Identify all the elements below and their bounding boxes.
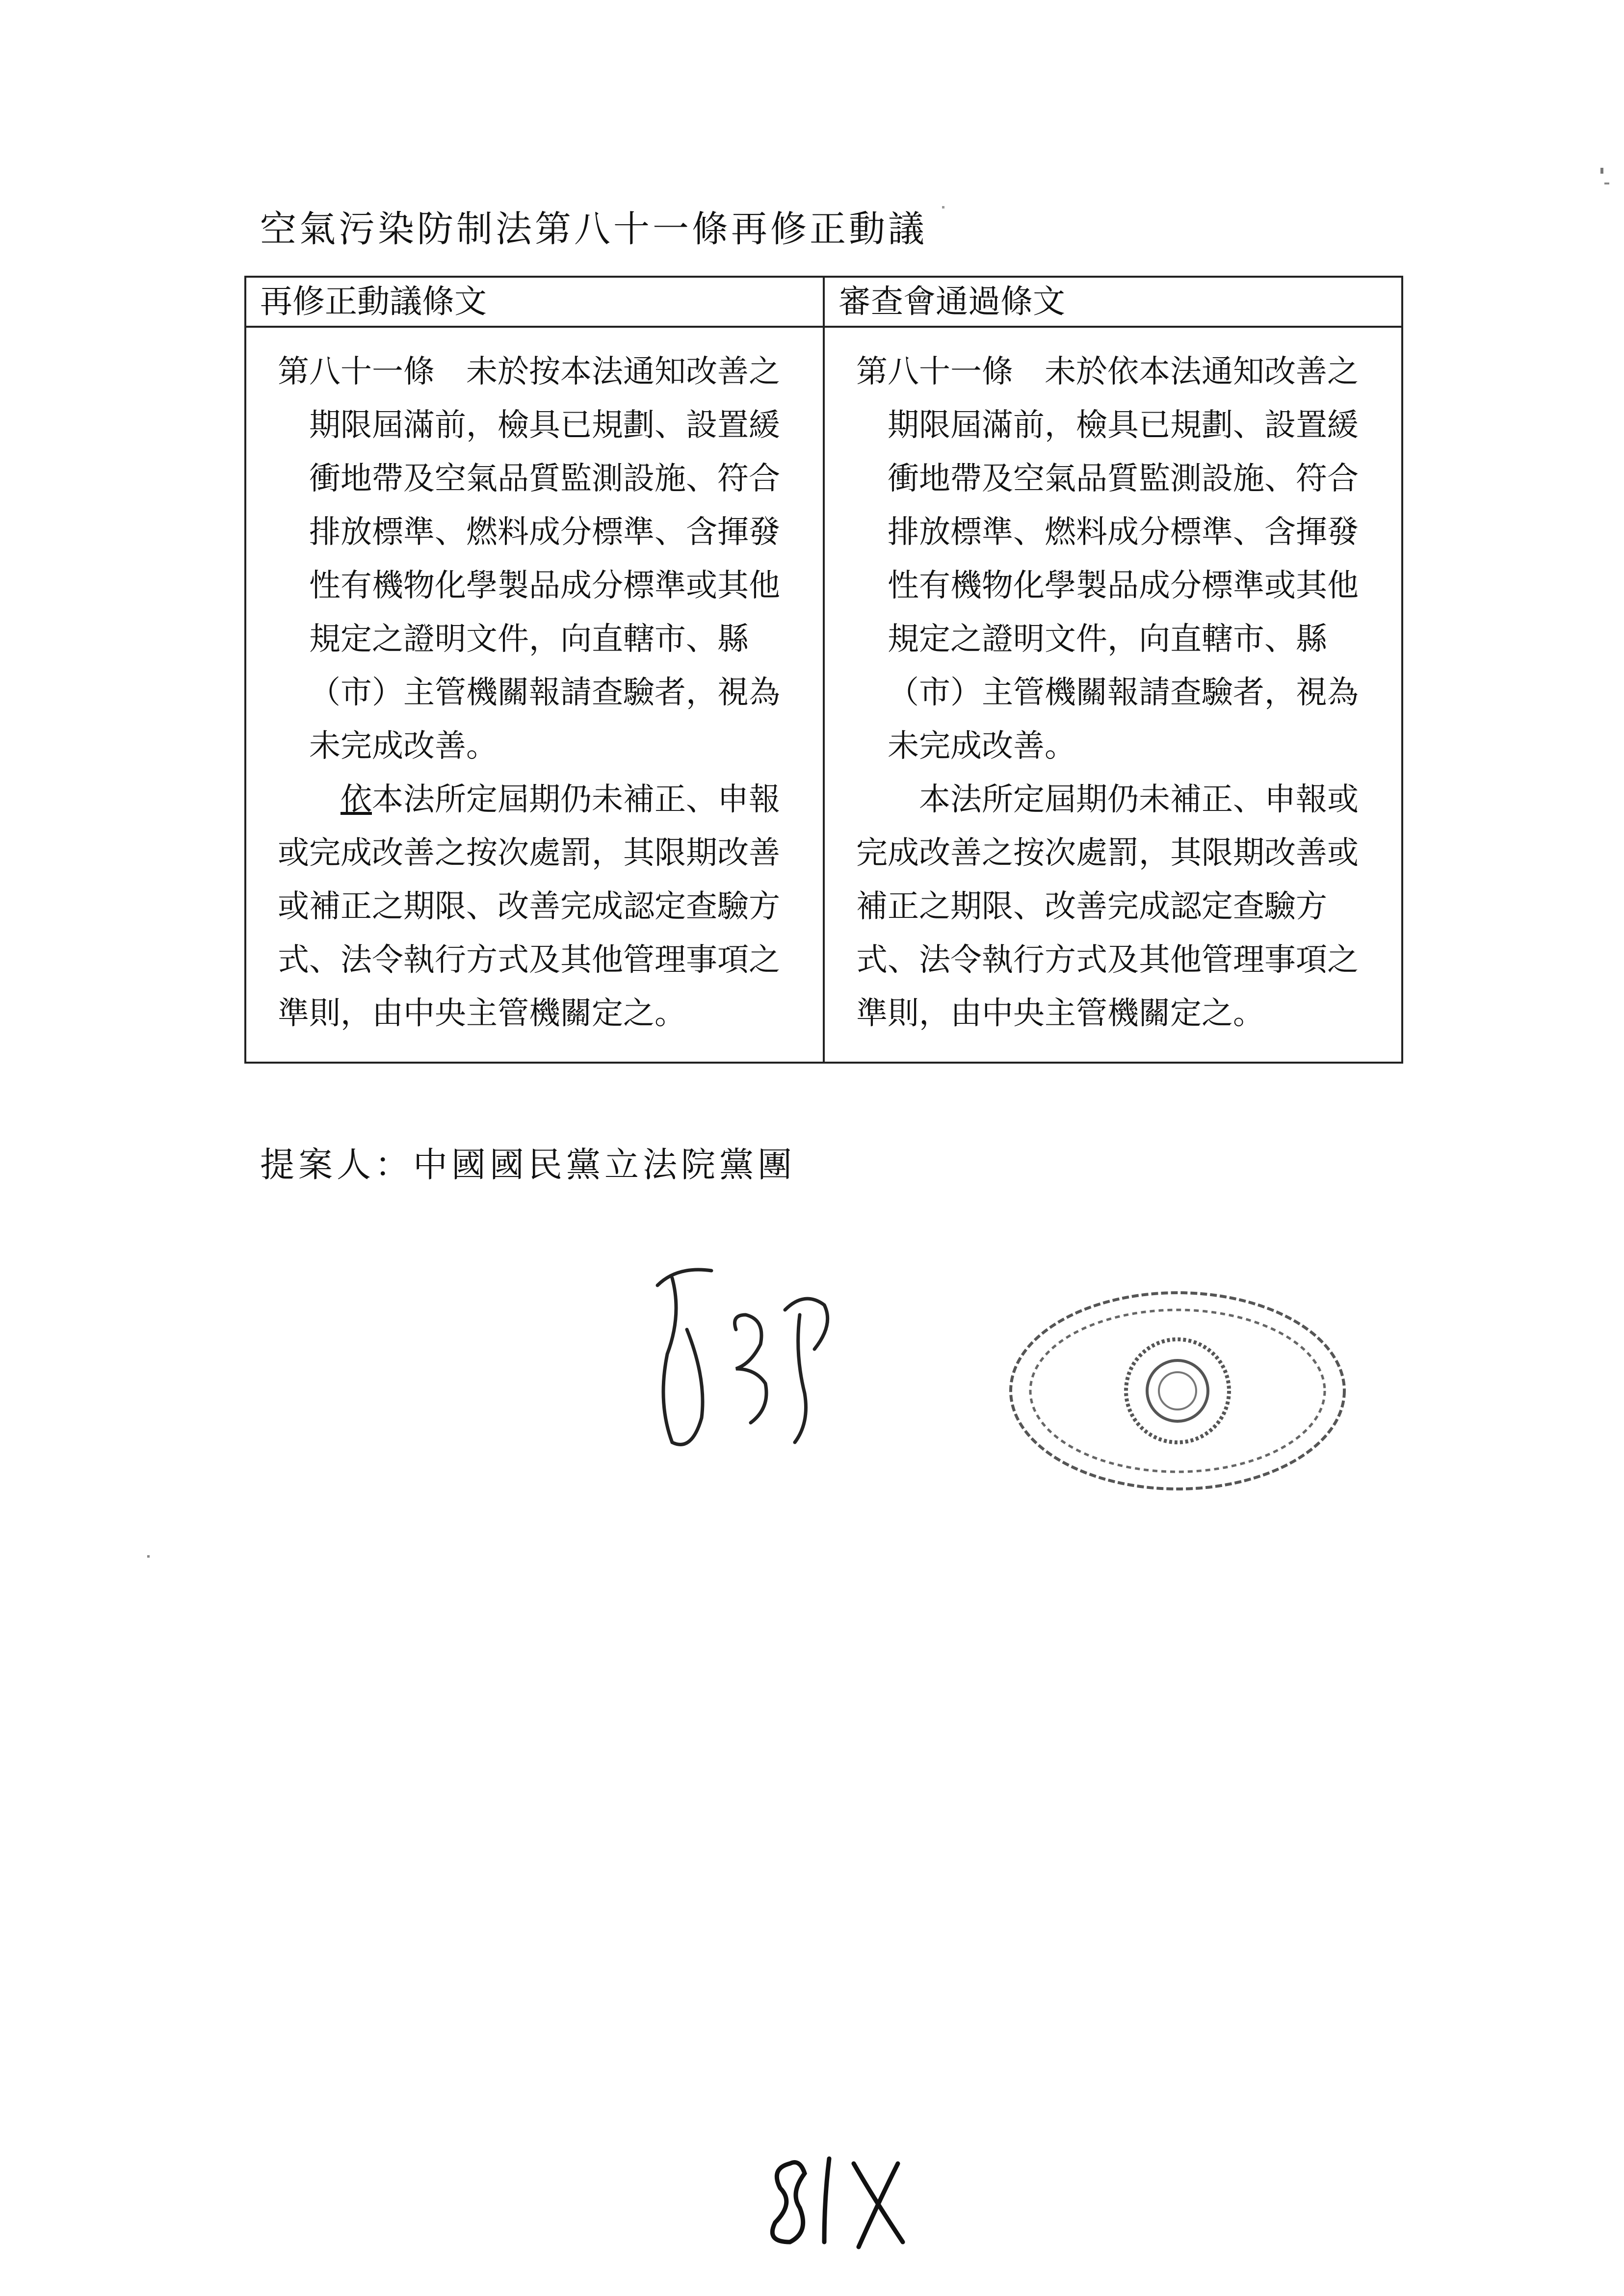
header-committee-passed: 審查會通過條文: [824, 277, 1402, 327]
left-paragraph-1: 第八十一條 未於按本法通知改善之期限屆滿前，檢具已規劃、設置緩衝地帶及空氣品質監測設施、符合排放標準、燃料成分標準、含揮發性有機物化學製品成分標準或其他規定之證明文件，向直轄市、縣（市）主管機關報請查驗者，視為未完成改善。: [278, 354, 780, 764]
document-title: 空氣污染防制法第八十一條再修正動議: [260, 208, 927, 250]
cell-revised-motion: [245, 327, 824, 1063]
proposer-line: 提案人：中國國民黨立法院黨團: [260, 1145, 796, 1185]
left-paragraph-2: [278, 773, 808, 1041]
header-revised-motion: 再修正動議條文: [245, 277, 824, 327]
comparison-table: [244, 276, 1403, 1064]
left-paragraph-2-text: 本法所定屆期仍未補正、申報或完成改善之按次處罰，其限期改善或補正之期限、改善完成認定查驗方式、法令執行方式及其他管理事項之準則，由中央主管機關定之。: [278, 782, 780, 1032]
scan-speck: [147, 1555, 150, 1558]
left-underlined-text: 依: [341, 782, 372, 818]
party-seal: [1001, 1280, 1354, 1501]
cell-committee-passed: [824, 327, 1402, 1063]
right-paragraph-1: 第八十一條 未於依本法通知改善之期限屆滿前，檢具已規劃、設置緩衝地帶及空氣品質監測設施、符合排放標準、燃料成分標準、含揮發性有機物化學製品成分標準或其他規定之證明文件，向直轄市、縣（市）主管機關報請查驗者，視為未完成改善。: [856, 354, 1359, 764]
scan-speck: [942, 206, 944, 209]
handwritten-page-mark: [756, 2144, 922, 2252]
scan-speck: [1600, 168, 1603, 174]
scan-speck: [1604, 183, 1609, 184]
handwritten-signature: [638, 1256, 913, 1462]
right-paragraph-2: 本法所定屆期仍未補正、申報或完成改善之按次處罰，其限期改善或補正之期限、改善完成認定查驗方式、法令執行方式及其他管理事項之準則，由中央主管機關定之。: [856, 782, 1359, 1032]
